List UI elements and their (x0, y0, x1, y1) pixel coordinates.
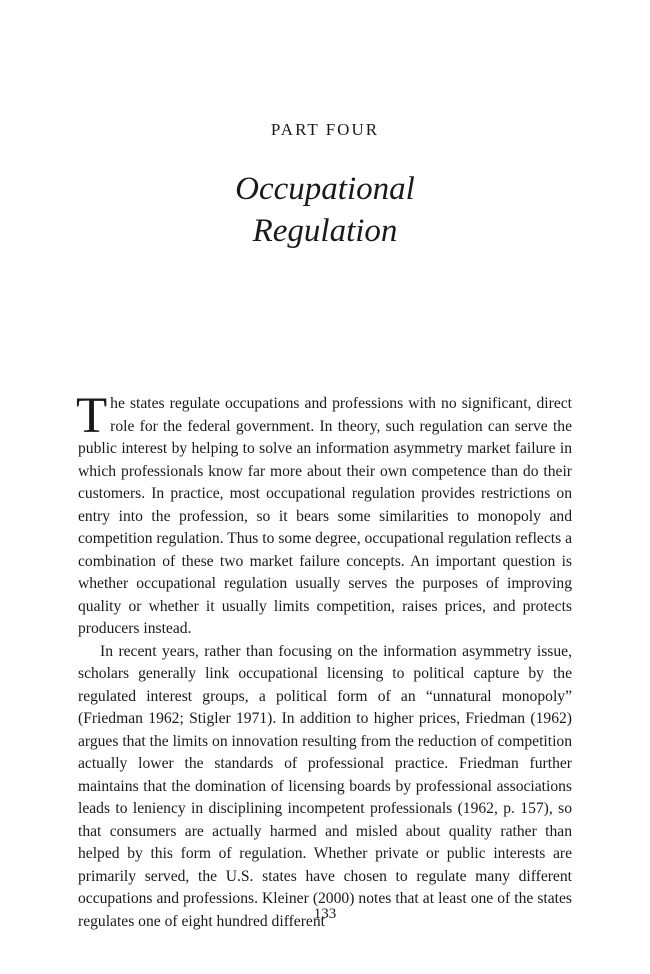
paragraph-1 (76, 388, 572, 641)
paragraph-2: In recent years, rather than focusing on the information asymmetry issue, scholars generally link occupational licensing to political capture by the regulated interest groups, a political form of an “unnatural monopoly” (Friedman 1962; Stigler 1971). In addition to higher prices, Friedman (1962) argues that the limits on innovation resulting from the reduction of competition actually lower the standards of professional practice. Friedman further maintains that the domination of licensing boards by professional associations leads to leniency in disciplining incompetent professionals (1962, p. 157), so that consumers are actually harmed and misled about quality rather than helped by this form of regulation. Whether private or public interests are primarily served, the U.S. states have chosen to regulate many different occupations and professions. Kleiner (2000) notes that at least one of the states regulates one of eight hundred different (78, 642, 572, 930)
body-text (76, 388, 572, 933)
chapter-title (0, 168, 650, 252)
chapter-title-line-2: Regulation (252, 213, 398, 249)
part-label: PART FOUR (270, 120, 380, 139)
page-number: 133 (313, 906, 337, 922)
paragraph-1-text: he states regulate occupations and professions with no significant, direct role for the federal government. In theory, such regulation can serve the public interest by helping to solve an information asymmetry market failure in which professionals know far more about their own competence than do their customers. In practice, most occupational regulation provides restrictions on entry into the profession, so it bears some similarities to monopoly and competition regulation. Thus to some degree, occupational regulation reflects a combination of these two market failure concepts. An important question is whether occupational regulation usually serves the purposes of improving quality or whether it usually limits competition, raises prices, and protects producers instead. (78, 395, 572, 637)
chapter-title-line-1: Occupational (235, 171, 415, 207)
drop-cap: T (76, 388, 108, 444)
